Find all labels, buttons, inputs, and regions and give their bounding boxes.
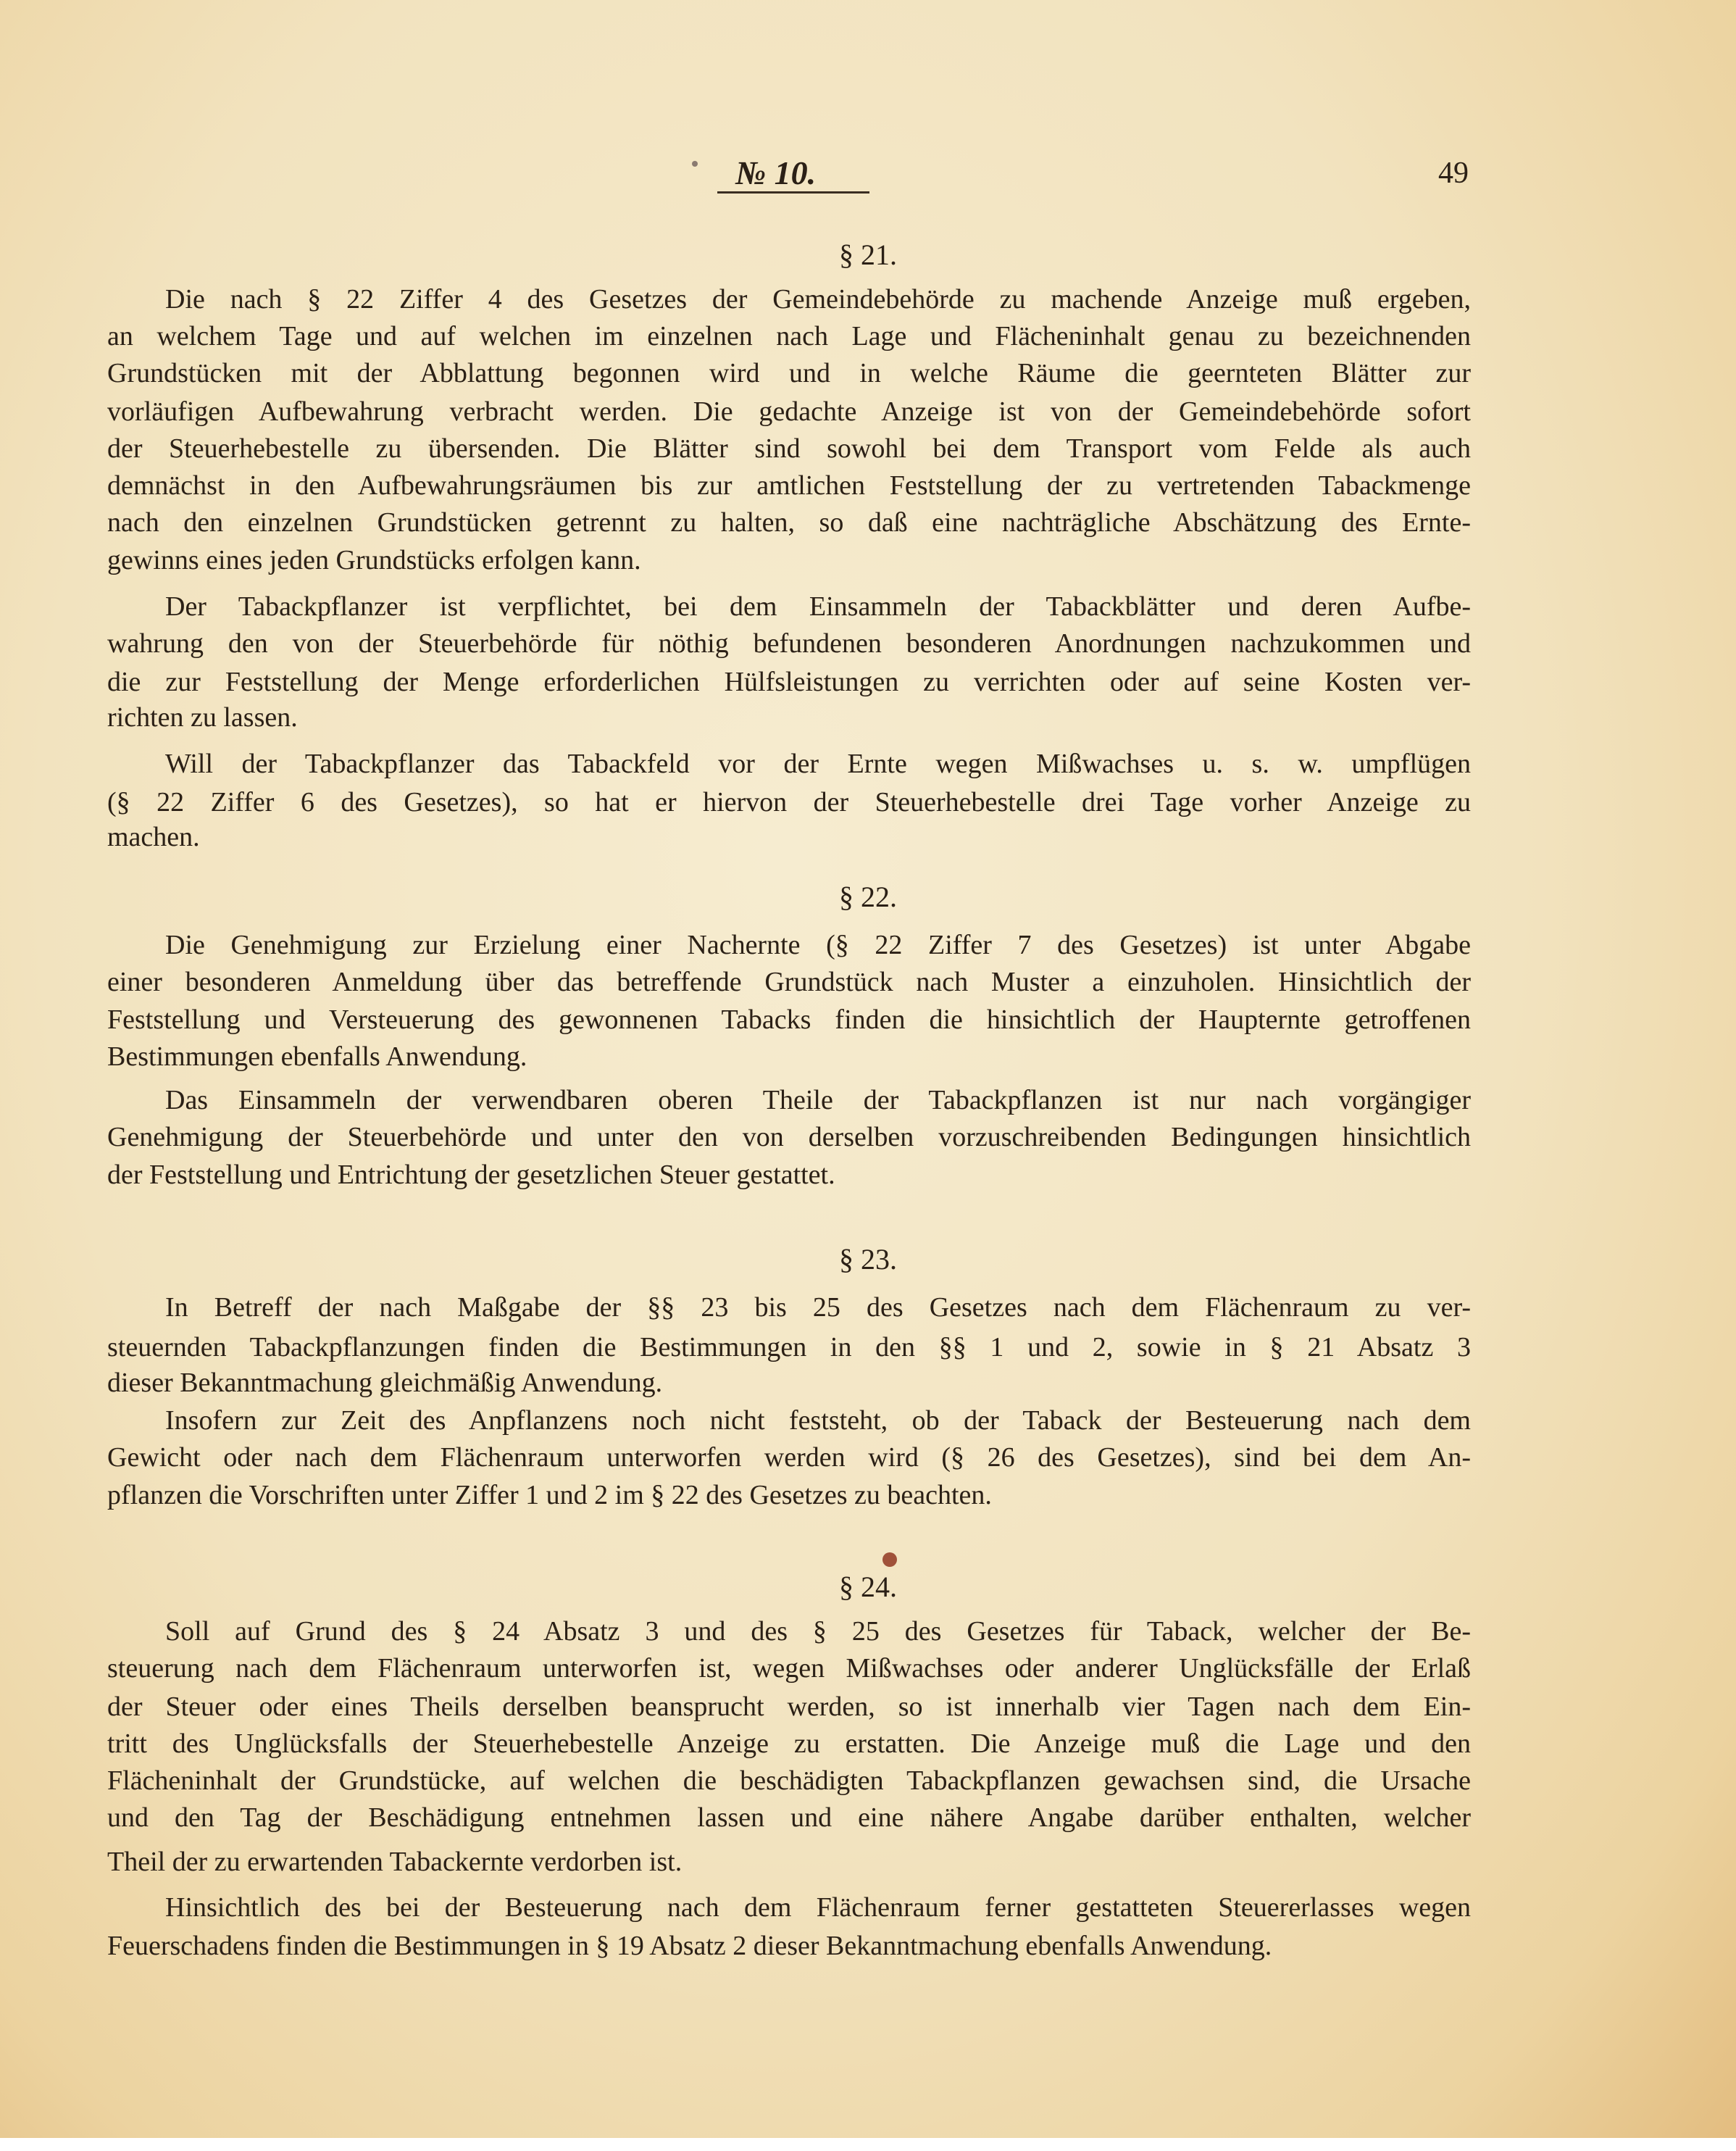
paragraph-line: gewinns eines jeden Grundstücks erfolgen kann. xyxy=(107,545,641,575)
section-heading: § 22. xyxy=(839,881,897,913)
paragraph-line: vorläufigen Aufbewahrung verbracht werden. Die gedachte Anzeige ist von der Gemeindebehörde sofort xyxy=(107,396,1471,427)
section-heading: § 21. xyxy=(839,238,897,271)
paragraph-line: Insofern zur Zeit des Anpflanzens noch nicht feststeht, ob der Taback der Besteuerung nach dem xyxy=(165,1405,1471,1436)
section-heading: § 23. xyxy=(839,1243,897,1276)
paragraph-line: und den Tag der Beschädigung entnehmen lassen und eine nähere Angabe darüber enthalten, welcher xyxy=(107,1802,1471,1833)
paragraph-line: Theil der zu erwartenden Tabackernte verdorben ist. xyxy=(107,1847,683,1877)
paragraph-line: Will der Tabackpflanzer das Tabackfeld vor der Ernte wegen Mißwachses u. s. w. umpflügen xyxy=(165,749,1471,779)
paragraph-line: Genehmigung der Steuerbehörde und unter den von derselben vorzuschreibenden Bedingungen hinsichtlich xyxy=(107,1122,1471,1152)
paragraph-line: Gewicht oder nach dem Flächenraum unterworfen werden wird (§ 26 des Gesetzes), sind bei dem An- xyxy=(107,1442,1471,1473)
paragraph-line: Der Tabackpflanzer ist verpflichtet, bei dem Einsammeln der Tabackblätter und deren Aufbe- xyxy=(165,591,1471,622)
paragraph-line: pflanzen die Vorschriften unter Ziffer 1 und 2 im § 22 des Gesetzes zu beachten. xyxy=(107,1480,992,1510)
header-rule xyxy=(717,191,869,194)
paragraph-line: einer besonderen Anmeldung über das betreffende Grundstück nach Muster a einzuholen. Hinsichtlich der xyxy=(107,967,1471,997)
paragraph-line: Flächeninhalt der Grundstücke, auf welchen die beschädigten Tabackpflanzen gewachsen sind, die Ursache xyxy=(107,1765,1471,1796)
paragraph-line: (§ 22 Ziffer 6 des Gesetzes), so hat er hiervon der Steuerhebestelle drei Tage vorher Anzeige zu xyxy=(107,787,1471,817)
paragraph-line: machen. xyxy=(107,822,200,852)
page-number: 49 xyxy=(1438,157,1469,190)
paragraph-line: dieser Bekanntmachung gleichmäßig Anwendung. xyxy=(107,1368,663,1398)
ink-spot xyxy=(882,1552,897,1567)
paragraph-line: demnächst in den Aufbewahrungsräumen bis zur amtlichen Feststellung der zu vertretenden Tabackmenge xyxy=(107,470,1471,501)
paragraph-line: an welchem Tage und auf welchen im einzelnen nach Lage und Flächeninhalt genau zu bezeichnenden xyxy=(107,321,1471,351)
paragraph-line: Hinsichtlich des bei der Besteuerung nach dem Flächenraum ferner gestatteten Steuererlasses wegen xyxy=(165,1892,1471,1923)
paragraph-line: Die Genehmigung zur Erzielung einer Nachernte (§ 22 Ziffer 7 des Gesetzes) ist unter Abgabe xyxy=(165,930,1471,960)
ink-spot xyxy=(692,161,698,167)
paragraph-line: steuernden Tabackpflanzungen finden die Bestimmungen in den §§ 1 und 2, sowie in § 21 Absatz 3 xyxy=(107,1332,1471,1362)
paragraph-line: nach den einzelnen Grundstücken getrennt zu halten, so daß eine nachträgliche Abschätzung des Ernte- xyxy=(107,507,1471,538)
paragraph-line: steuerung nach dem Flächenraum unterworfen ist, wegen Mißwachses oder anderer Unglücksfälle der Erlaß xyxy=(107,1653,1471,1684)
paragraph-line: Bestimmungen ebenfalls Anwendung. xyxy=(107,1041,527,1072)
section-heading: § 24. xyxy=(839,1570,897,1603)
paragraph-line: Feststellung und Versteuerung des gewonnenen Tabacks finden die hinsichtlich der Haupternte getroffenen xyxy=(107,1004,1471,1035)
paragraph-line: Das Einsammeln der verwendbaren oberen Theile der Tabackpflanzen ist nur nach vorgängiger xyxy=(165,1085,1471,1115)
paragraph-line: In Betreff der nach Maßgabe der §§ 23 bis 25 des Gesetzes nach dem Flächenraum zu ver- xyxy=(165,1292,1471,1323)
paragraph-line: der Steuerhebestelle zu übersenden. Die Blätter sind sowohl bei dem Transport vom Felde als auch xyxy=(107,433,1471,464)
paragraph-line: die zur Feststellung der Menge erforderlichen Hülfsleistungen zu verrichten oder auf seine Kosten ver- xyxy=(107,667,1471,697)
paragraph-line: Die nach § 22 Ziffer 4 des Gesetzes der Gemeindebehörde zu machende Anzeige muß ergeben, xyxy=(165,284,1471,315)
paragraph-line: richten zu lassen. xyxy=(107,702,298,733)
paragraph-line: der Feststellung und Entrichtung der gesetzlichen Steuer gestattet. xyxy=(107,1160,835,1190)
paragraph-line: Grundstücken mit der Abblattung begonnen wird und in welche Räume die geernteten Blätter zur xyxy=(107,358,1471,388)
paragraph-line: Feuerschadens finden die Bestimmungen in § 19 Absatz 2 dieser Bekanntmachung ebenfalls Anwendung. xyxy=(107,1931,1272,1961)
issue-number: № 10. xyxy=(735,154,817,191)
paragraph-line: Soll auf Grund des § 24 Absatz 3 und des § 25 des Gesetzes für Taback, welcher der Be- xyxy=(165,1616,1471,1647)
paragraph-line: tritt des Unglücksfalls der Steuerhebestelle Anzeige zu erstatten. Die Anzeige muß die Lage und den xyxy=(107,1728,1471,1759)
paragraph-line: wahrung den von der Steuerbehörde für nöthig befundenen besonderen Anordnungen nachzukommen und xyxy=(107,628,1471,659)
paragraph-line: der Steuer oder eines Theils derselben beansprucht werden, so ist innerhalb vier Tagen nach dem Ein- xyxy=(107,1692,1471,1722)
